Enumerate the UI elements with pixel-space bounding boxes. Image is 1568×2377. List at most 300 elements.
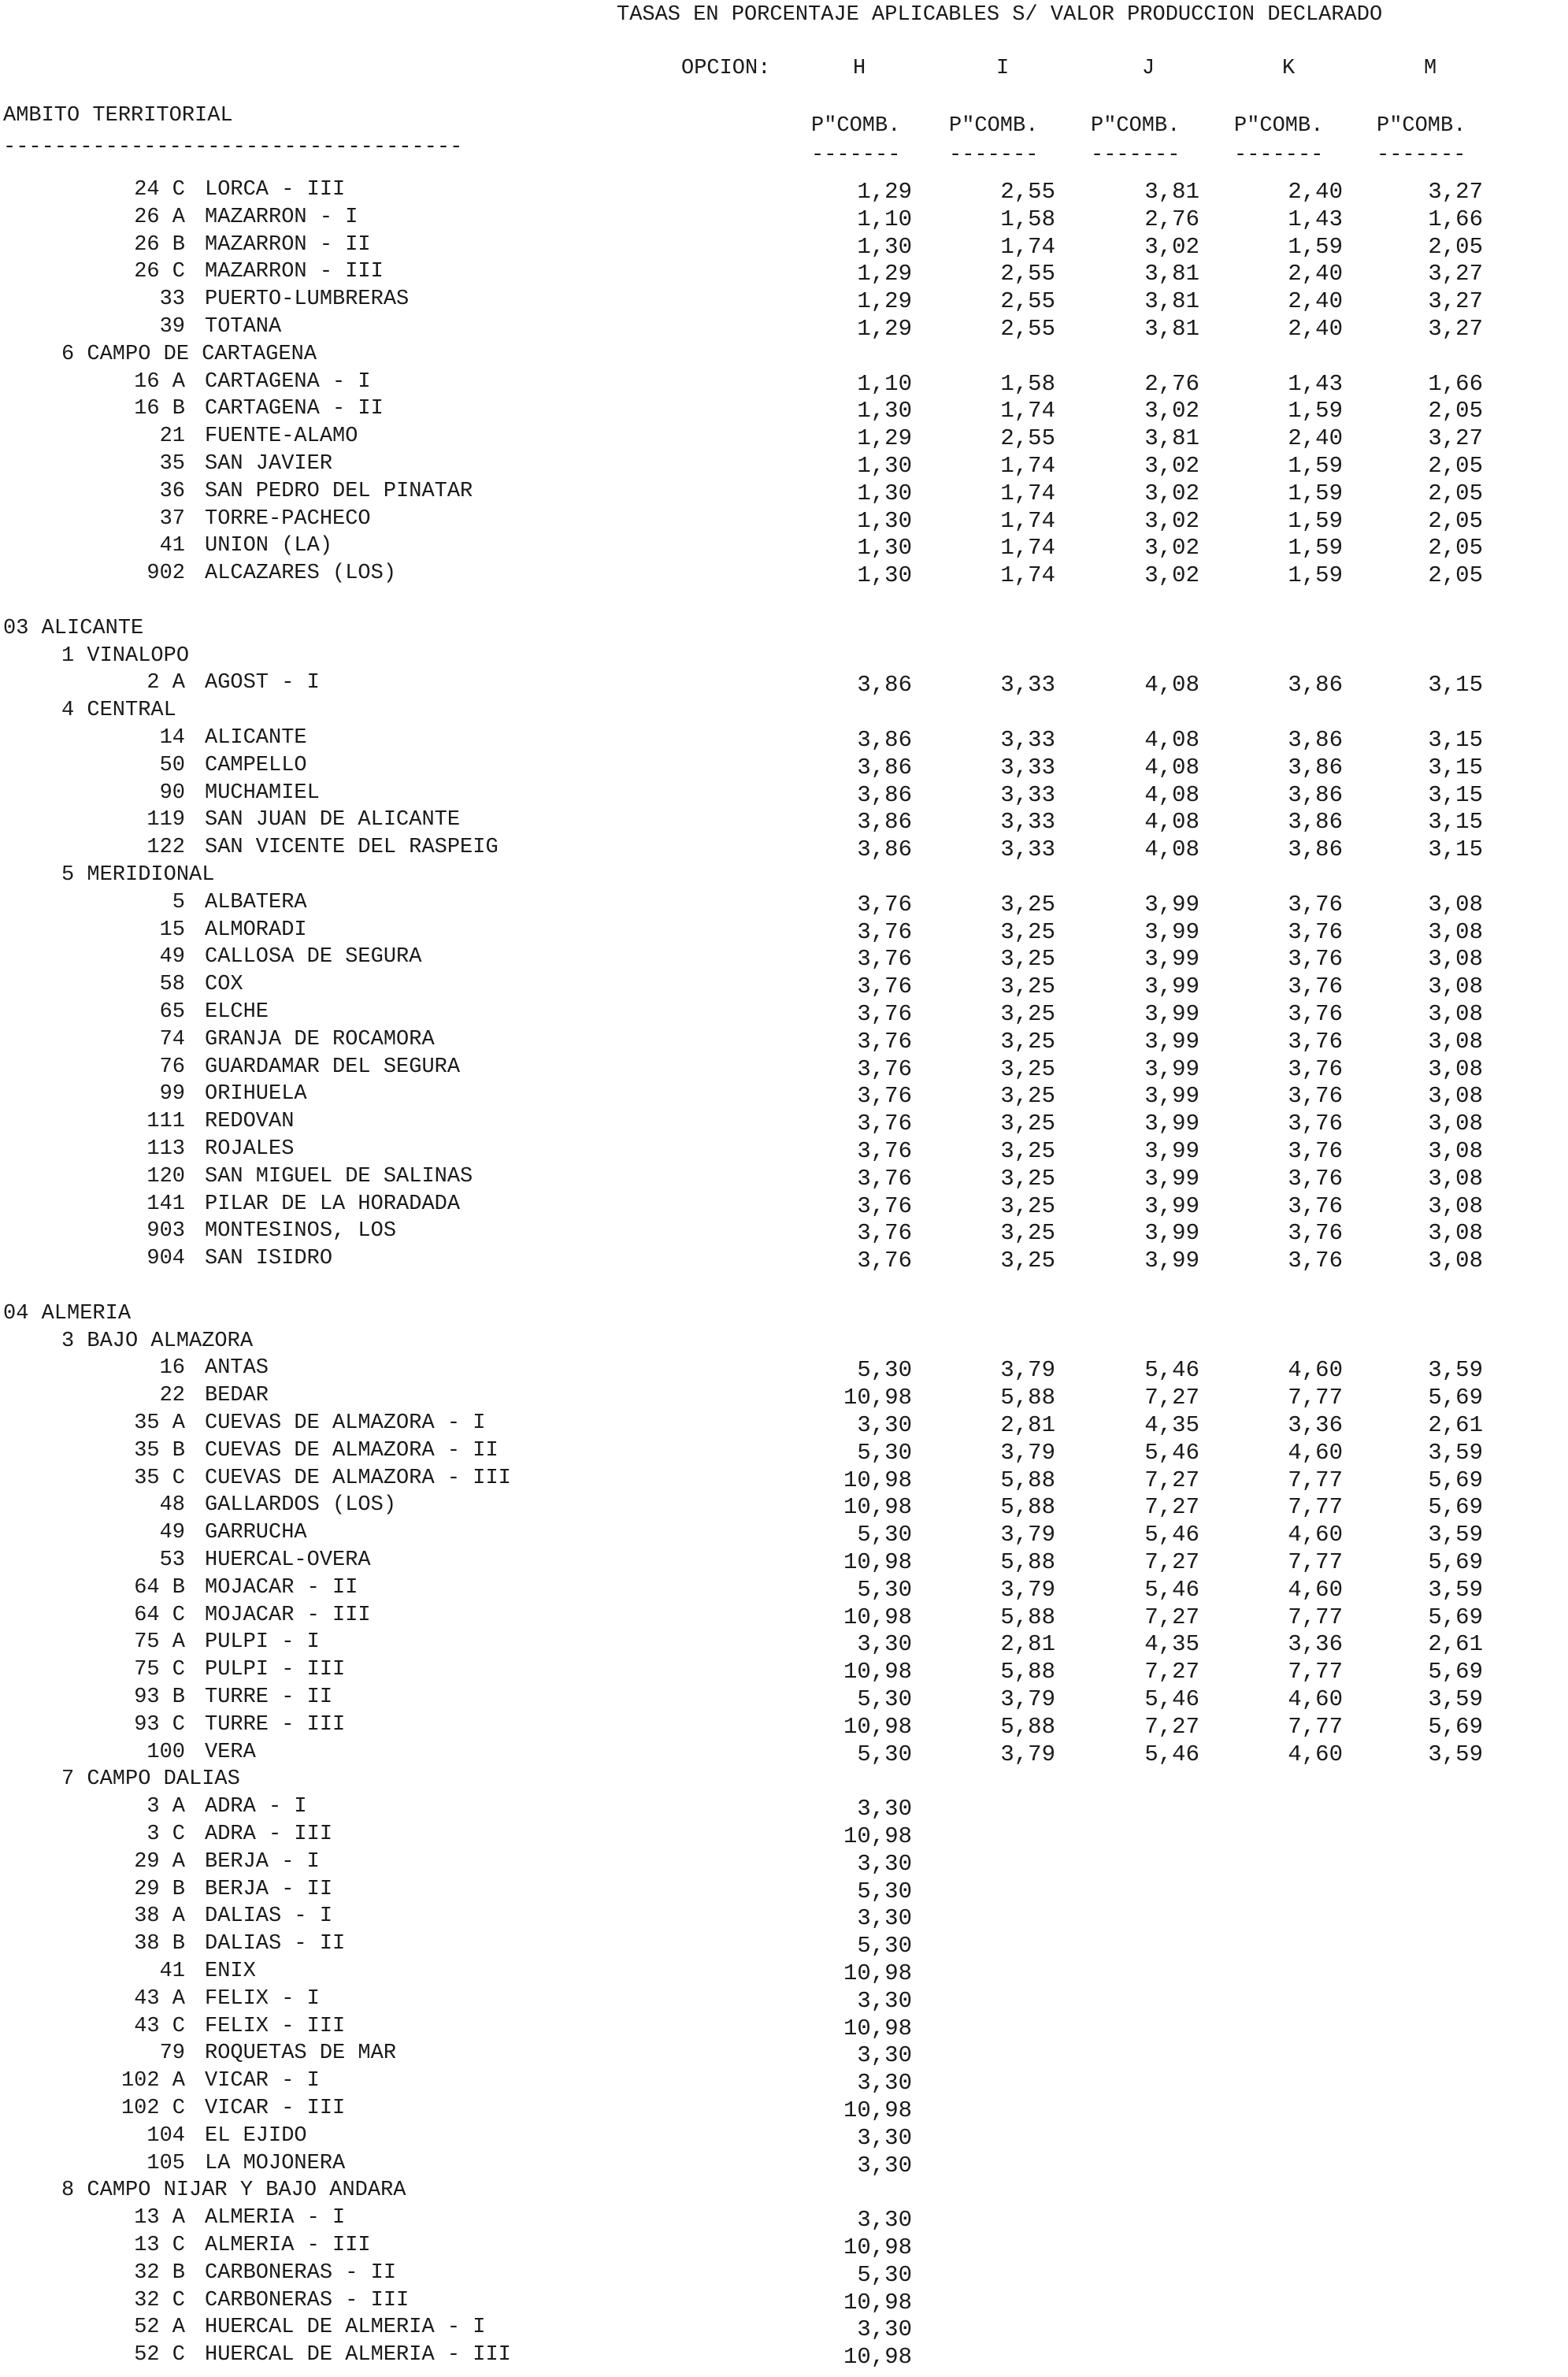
rate-value-col-4: 3,08: [1428, 892, 1483, 918]
comarca-heading: 8 CAMPO NIJAR Y BAJO ANDARA: [61, 2179, 406, 2202]
row-municipality: ROJALES: [205, 1137, 295, 1161]
rate-value-col-2: 3,02: [1144, 453, 1199, 479]
row-municipality: SAN PEDRO DEL PINATAR: [205, 480, 473, 503]
rate-value-col-2: 2,76: [1144, 206, 1199, 232]
rate-value-col-1: 1,74: [1000, 562, 1055, 588]
col-rule-h: -------: [811, 143, 901, 167]
rate-value-col-4: 5,69: [1428, 1604, 1483, 1630]
rate-value-col-4: 3,08: [1428, 1248, 1483, 1274]
rate-value-col-1: 3,25: [1000, 1056, 1055, 1082]
row-code: 3 C: [146, 1823, 185, 1846]
rate-value-col-2: 5,46: [1144, 1440, 1199, 1466]
rate-value-col-1: 3,33: [1000, 755, 1055, 781]
row-municipality: AGOST - I: [205, 671, 320, 695]
col-header-m: P"COMB.: [1377, 114, 1466, 138]
rate-value-col-3: 3,76: [1288, 946, 1343, 972]
rate-value-col-3: 2,40: [1288, 316, 1343, 342]
rate-value-col-0: 10,98: [843, 2290, 912, 2316]
row-code: 5: [172, 891, 185, 914]
rate-value-col-4: 3,27: [1428, 261, 1483, 287]
rate-value-col-1: 2,81: [1000, 1412, 1055, 1438]
rate-value-col-2: 3,02: [1144, 562, 1199, 588]
rate-value-col-2: 5,46: [1144, 1741, 1199, 1767]
rate-value-col-3: 7,77: [1288, 1467, 1343, 1493]
comarca-heading: 1 VINALOPO: [61, 644, 190, 668]
rate-value-col-0: 3,76: [857, 1193, 912, 1219]
row-municipality: MAZARRON - II: [205, 233, 371, 257]
rate-value-col-1: 3,33: [1000, 727, 1055, 753]
row-municipality: FUENTE-ALAMO: [205, 425, 358, 448]
row-code: 22: [159, 1384, 185, 1407]
rate-value-col-3: 1,59: [1288, 562, 1343, 588]
row-code: 75 A: [134, 1630, 185, 1654]
rate-value-col-3: 1,59: [1288, 535, 1343, 561]
rate-value-col-3: 3,76: [1288, 1248, 1343, 1274]
rate-value-col-1: 3,33: [1000, 836, 1055, 862]
rate-value-col-4: 2,05: [1428, 508, 1483, 534]
row-code: 102 C: [120, 2097, 185, 2120]
rate-value-col-2: 3,99: [1144, 919, 1199, 945]
rate-value-col-1: 3,33: [1000, 782, 1055, 808]
rate-value-col-0: 3,30: [857, 1631, 912, 1657]
row-municipality: CUEVAS DE ALMAZORA - I: [205, 1411, 486, 1435]
rate-value-col-4: 3,08: [1428, 1056, 1483, 1082]
row-code: 41: [159, 1960, 185, 1983]
row-code: 102 A: [120, 2069, 185, 2093]
rate-value-col-3: 3,76: [1288, 1001, 1343, 1027]
row-code: 26 A: [134, 206, 185, 229]
rate-value-col-1: 5,88: [1000, 1714, 1055, 1740]
row-municipality: BEDAR: [205, 1384, 269, 1407]
rate-value-col-4: 3,59: [1428, 1577, 1483, 1603]
row-municipality: TOTANA: [205, 315, 282, 339]
rate-value-col-1: 3,25: [1000, 892, 1055, 918]
col-header-j: P"COMB.: [1091, 114, 1181, 138]
rate-value-col-2: 3,81: [1144, 179, 1199, 205]
rate-value-col-3: 1,59: [1288, 480, 1343, 506]
rate-value-col-0: 10,98: [843, 1385, 912, 1411]
rate-value-col-0: 3,76: [857, 1029, 912, 1055]
rate-value-col-4: 3,08: [1428, 1029, 1483, 1055]
rate-value-col-3: 3,76: [1288, 1220, 1343, 1246]
row-code: 35 C: [134, 1467, 185, 1490]
row-municipality: ALMORADI: [205, 918, 307, 942]
option-h: H: [853, 57, 866, 80]
rate-value-col-4: 3,08: [1428, 946, 1483, 972]
row-code: 29 B: [134, 1878, 185, 1901]
comarca-heading: 7 CAMPO DALIAS: [61, 1767, 240, 1791]
rate-value-col-2: 3,99: [1144, 973, 1199, 999]
row-code: 14: [159, 726, 185, 750]
rate-value-col-3: 3,76: [1288, 1083, 1343, 1109]
row-code: 13 A: [134, 2206, 185, 2230]
rate-value-col-3: 3,36: [1288, 1631, 1343, 1657]
rate-value-col-0: 3,86: [857, 727, 912, 753]
rate-value-col-0: 1,30: [857, 508, 912, 534]
row-code: 39: [159, 315, 185, 339]
rate-value-col-1: 5,88: [1000, 1604, 1055, 1630]
rate-value-col-3: 7,77: [1288, 1385, 1343, 1411]
row-code: 100: [146, 1741, 185, 1764]
rate-value-col-4: 3,08: [1428, 1083, 1483, 1109]
row-code: 16 A: [134, 370, 185, 394]
row-municipality: MAZARRON - I: [205, 206, 358, 229]
rate-value-col-0: 10,98: [843, 1659, 912, 1685]
rate-value-col-3: 3,86: [1288, 809, 1343, 835]
row-code: 26 C: [134, 260, 185, 284]
rate-value-col-1: 5,88: [1000, 1385, 1055, 1411]
rate-value-col-1: 3,79: [1000, 1440, 1055, 1466]
row-municipality: REDOVAN: [205, 1110, 295, 1133]
rate-value-col-1: 1,74: [1000, 453, 1055, 479]
rate-value-col-2: 3,81: [1144, 288, 1199, 314]
rate-value-col-0: 5,30: [857, 1522, 912, 1548]
rate-value-col-0: 3,76: [857, 892, 912, 918]
comarca-heading: 4 CENTRAL: [61, 699, 176, 722]
rate-value-col-2: 3,02: [1144, 234, 1199, 260]
rate-value-col-2: 7,27: [1144, 1549, 1199, 1575]
row-municipality: HUERCAL-OVERA: [205, 1548, 371, 1572]
row-code: 43 C: [134, 2015, 185, 2038]
rate-value-col-2: 3,81: [1144, 261, 1199, 287]
col-rule-j: -------: [1091, 143, 1181, 167]
row-code: 113: [146, 1137, 185, 1161]
rate-value-col-2: 3,02: [1144, 508, 1199, 534]
rate-value-col-2: 3,99: [1144, 1220, 1199, 1246]
rate-value-col-2: 5,46: [1144, 1577, 1199, 1603]
ambito-territorial-header: AMBITO TERRITORIAL: [3, 104, 233, 128]
rate-value-col-4: 2,61: [1428, 1631, 1483, 1657]
rate-value-col-0: 10,98: [843, 2234, 912, 2260]
rate-value-col-3: 3,86: [1288, 727, 1343, 753]
rate-value-col-0: 10,98: [843, 1714, 912, 1740]
rate-value-col-0: 10,98: [843, 1549, 912, 1575]
rate-value-col-0: 3,86: [857, 672, 912, 698]
row-municipality: CARBONERAS - III: [205, 2289, 410, 2312]
rate-value-col-0: 1,29: [857, 288, 912, 314]
rate-value-col-0: 3,76: [857, 919, 912, 945]
rate-value-col-1: 3,79: [1000, 1577, 1055, 1603]
rate-value-col-2: 4,35: [1144, 1412, 1199, 1438]
row-municipality: GUARDAMAR DEL SEGURA: [205, 1055, 461, 1079]
rate-value-col-2: 3,99: [1144, 1056, 1199, 1082]
row-municipality: SAN MIGUEL DE SALINAS: [205, 1165, 473, 1188]
row-code: 104: [146, 2124, 185, 2148]
rate-value-col-0: 1,30: [857, 453, 912, 479]
row-code: 32 C: [134, 2289, 185, 2312]
rate-value-col-0: 10,98: [843, 2015, 912, 2041]
rate-value-col-1: 3,25: [1000, 919, 1055, 945]
row-municipality: CUEVAS DE ALMAZORA - III: [205, 1467, 511, 1490]
option-i: I: [996, 57, 1010, 80]
rate-value-col-1: 3,25: [1000, 1248, 1055, 1274]
rate-value-col-0: 3,30: [857, 2070, 912, 2096]
rate-value-col-4: 3,59: [1428, 1741, 1483, 1767]
rate-value-col-3: 7,77: [1288, 1604, 1343, 1630]
row-municipality: ALCAZARES (LOS): [205, 562, 397, 585]
row-municipality: MOJACAR - III: [205, 1604, 371, 1627]
rate-value-col-3: 7,77: [1288, 1494, 1343, 1520]
row-code: 120: [146, 1165, 185, 1188]
rate-value-col-3: 3,76: [1288, 892, 1343, 918]
row-municipality: MONTESINOS, LOS: [205, 1219, 397, 1243]
rate-value-col-0: 5,30: [857, 1878, 912, 1904]
comarca-heading: 3 BAJO ALMAZORA: [61, 1329, 254, 1353]
rate-value-col-3: 4,60: [1288, 1440, 1343, 1466]
rate-value-col-4: 3,15: [1428, 755, 1483, 781]
row-municipality: FELIX - III: [205, 2015, 346, 2038]
rate-value-col-4: 2,05: [1428, 480, 1483, 506]
row-code: 38 B: [134, 1932, 185, 1956]
rate-value-col-3: 2,40: [1288, 425, 1343, 451]
col-header-h: P"COMB.: [811, 114, 901, 138]
rate-value-col-0: 3,30: [857, 1988, 912, 2014]
row-code: 903: [146, 1219, 185, 1243]
rate-value-col-2: 2,76: [1144, 371, 1199, 397]
rate-value-col-1: 2,55: [1000, 288, 1055, 314]
rate-value-col-3: 3,76: [1288, 1029, 1343, 1055]
rate-value-col-3: 1,59: [1288, 453, 1343, 479]
rate-value-col-1: 1,74: [1000, 508, 1055, 534]
rate-value-col-0: 5,30: [857, 1933, 912, 1959]
col-header-k: P"COMB.: [1234, 114, 1324, 138]
row-municipality: GARRUCHA: [205, 1521, 307, 1544]
rate-value-col-3: 2,40: [1288, 179, 1343, 205]
rate-value-col-1: 3,79: [1000, 1686, 1055, 1712]
rate-value-col-0: 5,30: [857, 2262, 912, 2288]
row-municipality: PULPI - III: [205, 1658, 346, 1682]
row-municipality: LORCA - III: [205, 178, 346, 202]
rate-value-col-2: 7,27: [1144, 1467, 1199, 1493]
rate-value-col-3: 7,77: [1288, 1714, 1343, 1740]
row-municipality: GALLARDOS (LOS): [205, 1493, 397, 1517]
rate-value-col-4: 5,69: [1428, 1549, 1483, 1575]
rate-value-col-3: 4,60: [1288, 1741, 1343, 1767]
row-code: 15: [159, 918, 185, 942]
rate-value-col-2: 3,81: [1144, 425, 1199, 451]
rate-value-col-3: 4,60: [1288, 1357, 1343, 1383]
row-code: 49: [159, 945, 185, 969]
rate-value-col-0: 5,30: [857, 1686, 912, 1712]
row-municipality: SAN JUAN DE ALICANTE: [205, 808, 461, 832]
rate-value-col-0: 3,30: [857, 2207, 912, 2233]
row-municipality: CUEVAS DE ALMAZORA - II: [205, 1439, 499, 1463]
rate-value-col-2: 3,81: [1144, 316, 1199, 342]
row-municipality: DALIAS - II: [205, 1932, 346, 1956]
rate-value-col-4: 3,59: [1428, 1357, 1483, 1383]
row-municipality: VICAR - III: [205, 2097, 346, 2120]
rate-value-col-4: 3,27: [1428, 316, 1483, 342]
row-code: 29 A: [134, 1850, 185, 1874]
rate-value-col-2: 3,99: [1144, 1111, 1199, 1137]
row-code: 35: [159, 452, 185, 476]
row-code: 74: [159, 1028, 185, 1051]
row-municipality: HUERCAL DE ALMERIA - I: [205, 2316, 486, 2339]
rate-value-col-2: 3,99: [1144, 1193, 1199, 1219]
rate-value-col-0: 3,76: [857, 1138, 912, 1164]
rate-value-col-0: 1,29: [857, 261, 912, 287]
option-m: M: [1424, 57, 1437, 80]
rate-value-col-1: 2,55: [1000, 316, 1055, 342]
rate-value-col-2: 4,35: [1144, 1631, 1199, 1657]
rate-value-col-4: 5,69: [1428, 1385, 1483, 1411]
rate-value-col-1: 3,79: [1000, 1357, 1055, 1383]
rate-value-col-4: 3,08: [1428, 1111, 1483, 1137]
rate-value-col-4: 3,08: [1428, 1001, 1483, 1027]
rate-value-col-3: 3,36: [1288, 1412, 1343, 1438]
rate-value-col-2: 3,99: [1144, 946, 1199, 972]
rate-value-col-2: 5,46: [1144, 1357, 1199, 1383]
rate-value-col-4: 3,15: [1428, 672, 1483, 698]
row-municipality: MOJACAR - II: [205, 1576, 358, 1600]
rate-value-col-2: 3,02: [1144, 480, 1199, 506]
rate-value-col-4: 1,66: [1428, 206, 1483, 232]
rate-value-col-1: 3,25: [1000, 1083, 1055, 1109]
row-municipality: ELCHE: [205, 1000, 269, 1024]
row-municipality: MUCHAMIEL: [205, 781, 320, 805]
rate-value-col-1: 3,25: [1000, 1220, 1055, 1246]
rate-value-col-1: 3,25: [1000, 946, 1055, 972]
row-code: 64 C: [134, 1604, 185, 1627]
row-code: 58: [159, 973, 185, 996]
row-code: 2 A: [146, 671, 185, 695]
rate-value-col-2: 7,27: [1144, 1494, 1199, 1520]
col-rule-k: -------: [1234, 143, 1324, 167]
row-municipality: TURRE - II: [205, 1685, 333, 1709]
rate-value-col-0: 3,76: [857, 973, 912, 999]
province-heading: 03 ALICANTE: [3, 617, 144, 640]
rate-value-col-1: 2,55: [1000, 425, 1055, 451]
rate-value-col-4: 3,27: [1428, 288, 1483, 314]
row-code: 13 C: [134, 2234, 185, 2257]
rate-value-col-2: 7,27: [1144, 1659, 1199, 1685]
row-code: 75 C: [134, 1658, 185, 1682]
col-rule-m: -------: [1377, 143, 1466, 167]
rate-value-col-0: 3,76: [857, 1248, 912, 1274]
rate-value-col-0: 10,98: [843, 1604, 912, 1630]
row-code: 122: [146, 836, 185, 859]
rate-value-col-4: 3,15: [1428, 782, 1483, 808]
row-code: 35 B: [134, 1439, 185, 1463]
row-code: 36: [159, 480, 185, 503]
row-code: 105: [146, 2152, 185, 2175]
rate-value-col-0: 10,98: [843, 1960, 912, 1986]
rate-value-col-1: 3,33: [1000, 809, 1055, 835]
row-code: 902: [146, 562, 185, 585]
row-municipality: PULPI - I: [205, 1630, 320, 1654]
rate-value-col-0: 3,86: [857, 782, 912, 808]
row-code: 41: [159, 534, 185, 558]
rate-value-col-0: 10,98: [843, 2344, 912, 2370]
rate-value-col-4: 5,69: [1428, 1659, 1483, 1685]
row-code: 32 B: [134, 2261, 185, 2285]
rate-value-col-0: 3,86: [857, 755, 912, 781]
rate-value-col-3: 4,60: [1288, 1686, 1343, 1712]
rate-value-col-4: 3,08: [1428, 919, 1483, 945]
rate-value-col-2: 4,08: [1144, 836, 1199, 862]
row-municipality: ANTAS: [205, 1356, 269, 1380]
rate-value-col-2: 4,08: [1144, 809, 1199, 835]
row-municipality: VICAR - I: [205, 2069, 320, 2093]
rate-value-col-4: 3,08: [1428, 1166, 1483, 1192]
rate-value-col-0: 1,30: [857, 480, 912, 506]
row-code: 111: [146, 1110, 185, 1133]
row-municipality: ALICANTE: [205, 726, 307, 750]
rate-value-col-0: 3,86: [857, 836, 912, 862]
rate-value-col-2: 4,08: [1144, 672, 1199, 698]
row-code: 43 A: [134, 1987, 185, 2011]
rate-value-col-0: 5,30: [857, 1741, 912, 1767]
rate-value-col-3: 7,77: [1288, 1549, 1343, 1575]
comarca-heading: 6 CAMPO DE CARTAGENA: [61, 343, 317, 366]
rate-value-col-0: 3,76: [857, 1056, 912, 1082]
row-municipality: ROQUETAS DE MAR: [205, 2041, 397, 2065]
rate-value-col-1: 3,25: [1000, 1001, 1055, 1027]
row-code: 48: [159, 1493, 185, 1517]
rate-value-col-2: 7,27: [1144, 1714, 1199, 1740]
row-municipality: TORRE-PACHECO: [205, 507, 371, 531]
row-municipality: HUERCAL DE ALMERIA - III: [205, 2343, 511, 2367]
rate-value-col-1: 2,55: [1000, 261, 1055, 287]
rate-value-col-1: 3,25: [1000, 1029, 1055, 1055]
rate-value-col-4: 3,15: [1428, 836, 1483, 862]
rate-value-col-1: 1,74: [1000, 398, 1055, 424]
rate-value-col-0: 1,10: [857, 371, 912, 397]
row-municipality: TURRE - III: [205, 1713, 346, 1737]
rate-value-col-0: 1,29: [857, 316, 912, 342]
row-code: 52 C: [134, 2343, 185, 2367]
rate-value-col-0: 10,98: [843, 1823, 912, 1849]
rate-value-col-2: 3,99: [1144, 1083, 1199, 1109]
rate-value-col-1: 3,33: [1000, 672, 1055, 698]
row-code: 99: [159, 1082, 185, 1106]
rate-value-col-3: 2,40: [1288, 261, 1343, 287]
rate-value-col-4: 3,08: [1428, 973, 1483, 999]
row-municipality: CARBONERAS - II: [205, 2261, 397, 2285]
rate-value-col-0: 3,30: [857, 2042, 912, 2068]
rate-value-col-0: 3,86: [857, 809, 912, 835]
row-code: 76: [159, 1055, 185, 1079]
rate-value-col-3: 1,59: [1288, 398, 1343, 424]
row-code: 16 B: [134, 397, 185, 421]
rate-value-col-2: 5,46: [1144, 1522, 1199, 1548]
col-rule-i: -------: [949, 143, 1039, 167]
rate-value-col-2: 4,08: [1144, 755, 1199, 781]
row-municipality: ADRA - I: [205, 1795, 307, 1819]
row-municipality: CAMPELLO: [205, 754, 307, 777]
row-municipality: ALMERIA - III: [205, 2234, 371, 2257]
rate-value-col-3: 1,43: [1288, 206, 1343, 232]
rate-value-col-4: 2,05: [1428, 398, 1483, 424]
rate-value-col-2: 3,99: [1144, 1248, 1199, 1274]
rate-value-col-3: 3,76: [1288, 973, 1343, 999]
rate-value-col-4: 2,05: [1428, 535, 1483, 561]
row-municipality: ORIHUELA: [205, 1082, 307, 1106]
rate-value-col-4: 3,08: [1428, 1193, 1483, 1219]
row-municipality: GRANJA DE ROCAMORA: [205, 1028, 435, 1051]
rate-value-col-0: 3,76: [857, 1001, 912, 1027]
rate-value-col-4: 5,69: [1428, 1494, 1483, 1520]
rate-value-col-0: 3,30: [857, 2316, 912, 2342]
row-code: 24 C: [134, 178, 185, 202]
row-code: 93 B: [134, 1685, 185, 1709]
row-code: 53: [159, 1548, 185, 1572]
row-code: 65: [159, 1000, 185, 1024]
rate-value-col-3: 4,60: [1288, 1522, 1343, 1548]
rate-value-col-0: 3,76: [857, 1220, 912, 1246]
row-municipality: CALLOSA DE SEGURA: [205, 945, 422, 969]
row-municipality: ALMERIA - I: [205, 2206, 346, 2230]
